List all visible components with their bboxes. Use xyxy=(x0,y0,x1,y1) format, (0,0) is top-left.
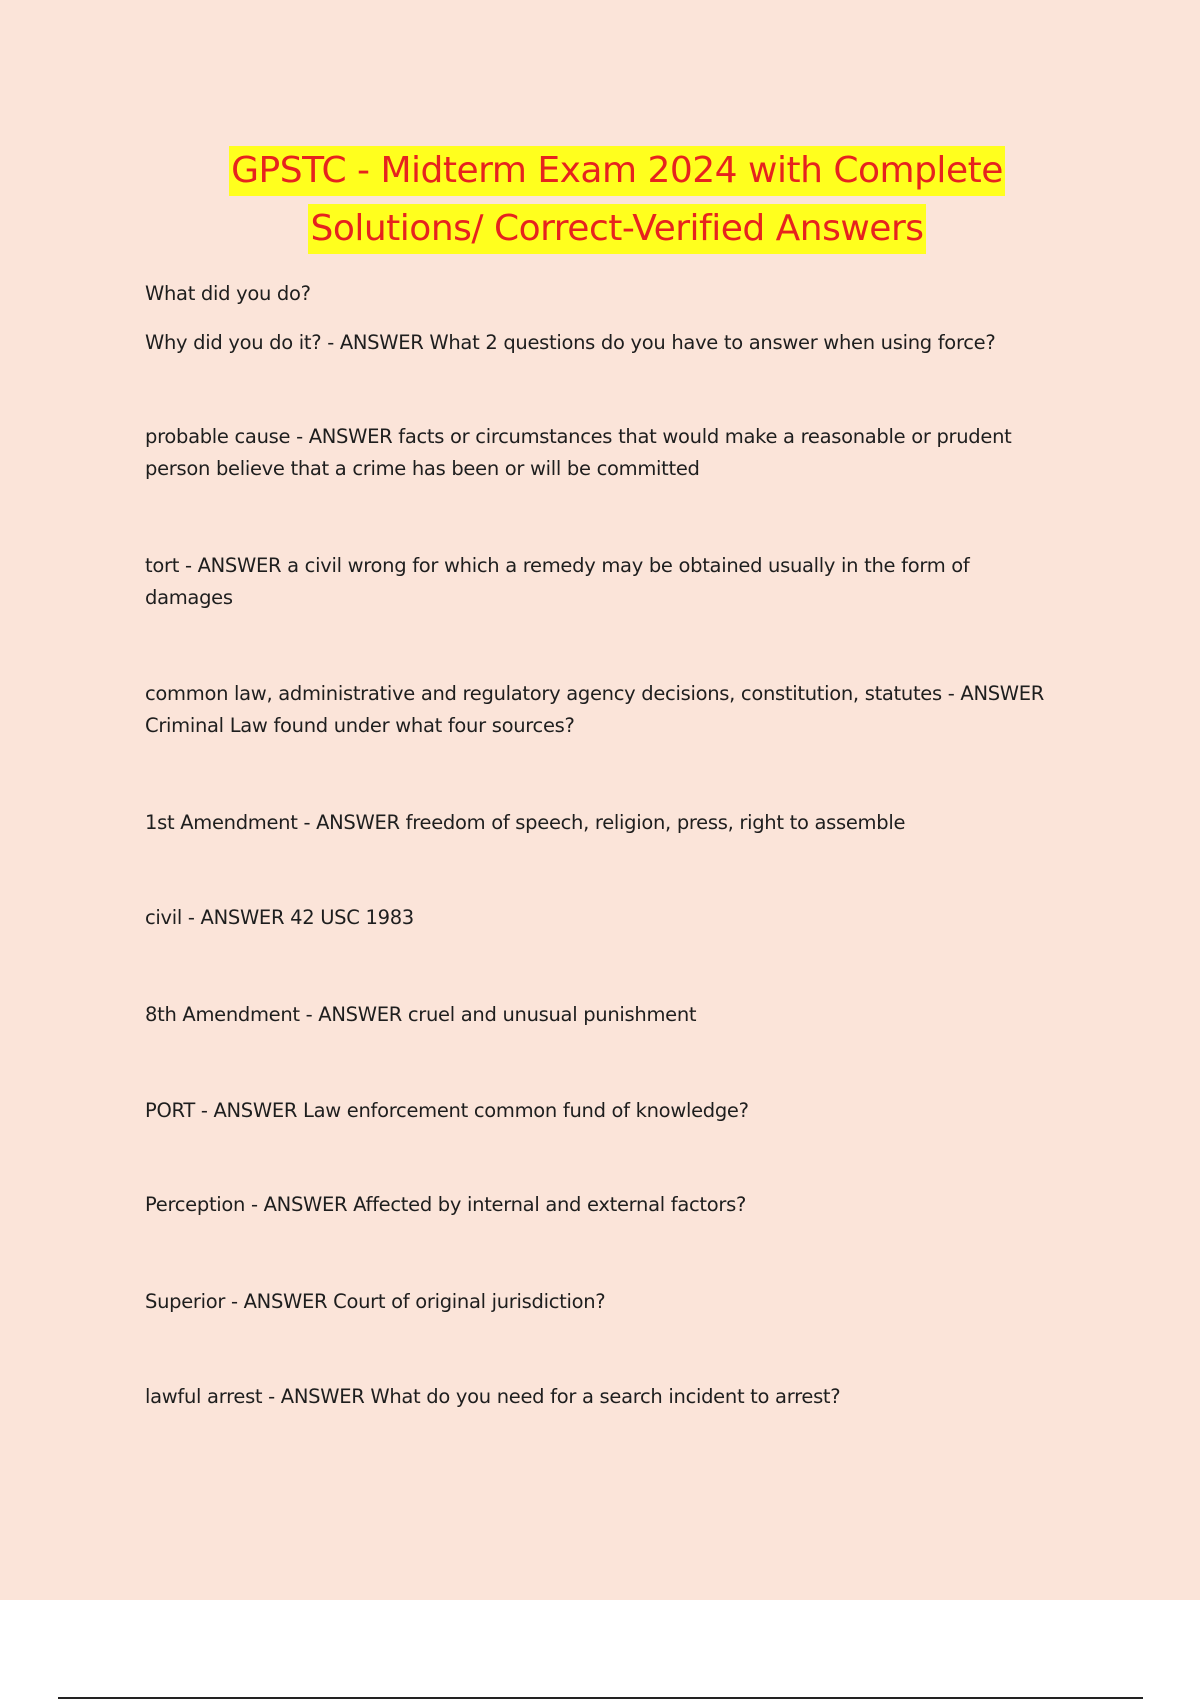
qa-item-2-line-1: probable cause - ANSWER facts or circumstances that would make a reasonable or prudent xyxy=(145,425,1012,448)
qa-item-10-line-1: Superior - ANSWER Court of original jurisdiction? xyxy=(145,1290,606,1313)
title-line-1: GPSTC - Midterm Exam 2024 with Complete xyxy=(229,146,1005,196)
qa-item-7 xyxy=(145,999,1085,1031)
qa-item-8 xyxy=(145,1095,1085,1127)
qa-item-1 xyxy=(145,327,1085,359)
intro-question: What did you do? xyxy=(145,282,311,305)
qa-item-5 xyxy=(145,807,1085,839)
qa-item-2 xyxy=(145,421,1085,485)
document-title xyxy=(0,146,1200,262)
qa-item-11 xyxy=(145,1381,1085,1413)
qa-item-3 xyxy=(145,550,1085,614)
qa-item-6-line-1: civil - ANSWER 42 USC 1983 xyxy=(145,906,414,929)
footer-divider xyxy=(58,1697,1143,1699)
qa-item-8-line-1: PORT - ANSWER Law enforcement common fund of knowledge? xyxy=(145,1099,749,1122)
qa-item-1-line-1: Why did you do it? - ANSWER What 2 questions do you have to answer when using force? xyxy=(145,331,996,354)
qa-item-9 xyxy=(145,1189,1085,1221)
qa-item-3-line-1: tort - ANSWER a civil wrong for which a remedy may be obtained usually in the form of xyxy=(145,554,970,577)
qa-item-9-line-1: Perception - ANSWER Affected by internal and external factors? xyxy=(145,1193,746,1216)
qa-item-4 xyxy=(145,678,1085,742)
title-line-2: Solutions/ Correct-Verified Answers xyxy=(308,204,925,254)
qa-item-6 xyxy=(145,902,1085,934)
qa-item-4-line-1: common law, administrative and regulatory agency decisions, constitution, statutes - ANSWER xyxy=(145,682,1045,705)
qa-item-7-line-1: 8th Amendment - ANSWER cruel and unusual punishment xyxy=(145,1003,697,1026)
qa-item-5-line-1: 1st Amendment - ANSWER freedom of speech, religion, press, right to assemble xyxy=(145,811,906,834)
qa-item-10 xyxy=(145,1286,1085,1318)
qa-item-4-line-2: Criminal Law found under what four sources? xyxy=(145,714,575,737)
qa-item-2-line-2: person believe that a crime has been or will be committed xyxy=(145,457,700,480)
qa-item-11-line-1: lawful arrest - ANSWER What do you need for a search incident to arrest? xyxy=(145,1385,841,1408)
qa-item-3-line-2: damages xyxy=(145,586,233,609)
